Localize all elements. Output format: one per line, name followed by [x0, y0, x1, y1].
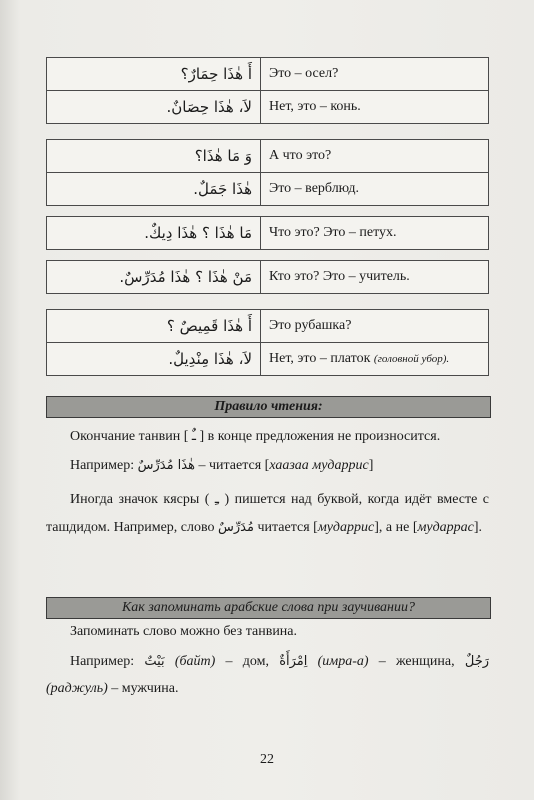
transliteration: мударрас: [417, 520, 474, 535]
russian-cell: Кто это? Это – учитель.: [261, 261, 489, 294]
paragraph-text: ], а не [: [374, 520, 418, 535]
vocab-table-2: [46, 139, 489, 206]
translation: – дом,: [215, 654, 280, 669]
arabic-cell: لاَ، هٰذَا مِنْدِيلٌ.: [47, 343, 261, 376]
reading-rule-heading: Правило чтения:: [46, 396, 491, 418]
page-number: 22: [260, 752, 274, 767]
table-row: [47, 217, 489, 250]
vocab-table-4: [46, 260, 489, 294]
example-text: ]: [368, 458, 374, 473]
arabic-word: اِمْرَأَةٌ: [279, 654, 308, 669]
paragraph-text: Иногда значок кясры ( ـِ ) пишется над буквой, когда идёт вместе с ташдидом. Например, слово: [46, 492, 489, 535]
translation: – мужчина.: [107, 681, 179, 696]
arabic-word: مُدَرِّسٌ: [218, 520, 254, 535]
example-paragraph: [46, 453, 489, 478]
memorize-body: [46, 619, 489, 702]
russian-cell: Что это? Это – петух.: [261, 217, 489, 250]
example-text: – читается [: [194, 458, 270, 473]
transliteration: (раджуль): [46, 681, 108, 696]
vocab-table-5: [46, 309, 489, 376]
memorize-examples: [46, 648, 489, 702]
russian-cell: Нет, это – конь.: [261, 91, 489, 124]
transliteration: (байт): [174, 654, 216, 669]
transliteration: (имра-а): [317, 654, 369, 669]
table-row: [47, 140, 489, 173]
russian-cell: А что это?: [261, 140, 489, 173]
table-row: [47, 91, 489, 124]
russian-cell: [261, 343, 489, 376]
translation: – женщина,: [368, 654, 455, 669]
arabic-word: بَيْتٌ: [144, 654, 165, 669]
arabic-cell: وَ مَا هٰذَا؟: [47, 140, 261, 173]
table-row: [47, 173, 489, 206]
russian-cell: Это – верблюд.: [261, 173, 489, 206]
table-row: [47, 261, 489, 294]
paragraph-text: читается [: [253, 520, 318, 535]
table-row: [47, 343, 489, 376]
arabic-cell: لاَ، هٰذَا حِصَانٌ.: [47, 91, 261, 124]
vocab-table-1: [46, 57, 489, 124]
transliteration: мударрис: [317, 520, 375, 535]
paragraph-text: ].: [473, 520, 483, 535]
arabic-cell: أَ هٰذَا حِمَارٌ؟: [47, 58, 261, 91]
example-label: Например:: [70, 654, 145, 669]
rule-paragraph: Окончание танвин [ ـٌ ] в конце предложения не произносится.: [70, 429, 441, 444]
arabic-cell: مَا هٰذَا ؟ هٰذَا دِيكٌ.: [47, 217, 261, 250]
transliteration: хаазаа мударрис: [269, 458, 369, 473]
table-row: [47, 310, 489, 343]
memorize-paragraph: Запоминать слово можно без танвина.: [70, 624, 298, 639]
gloss-note: (головной убор).: [373, 353, 450, 365]
memorize-heading: Как запоминать арабские слова при заучивании?: [46, 597, 491, 619]
vocab-table-3: [46, 216, 489, 250]
arabic-example: هٰذَا مُدَرِّسٌ: [137, 458, 195, 473]
table-row: [47, 58, 489, 91]
kasra-paragraph: [46, 486, 489, 542]
arabic-word: رَجُلٌ: [464, 654, 490, 669]
russian-cell: Это – осел?: [261, 58, 489, 91]
russian-text: Нет, это – платок: [269, 351, 374, 366]
russian-cell: Это рубашка?: [261, 310, 489, 343]
arabic-cell: مَنْ هٰذَا ؟ هٰذَا مُدَرِّسٌ.: [47, 261, 261, 294]
arabic-cell: هٰذَا جَمَلٌ.: [47, 173, 261, 206]
reading-rule-body: [46, 424, 489, 542]
example-label: Например:: [70, 458, 138, 473]
arabic-cell: أَ هٰذَا قَمِيصٌ ؟: [47, 310, 261, 343]
